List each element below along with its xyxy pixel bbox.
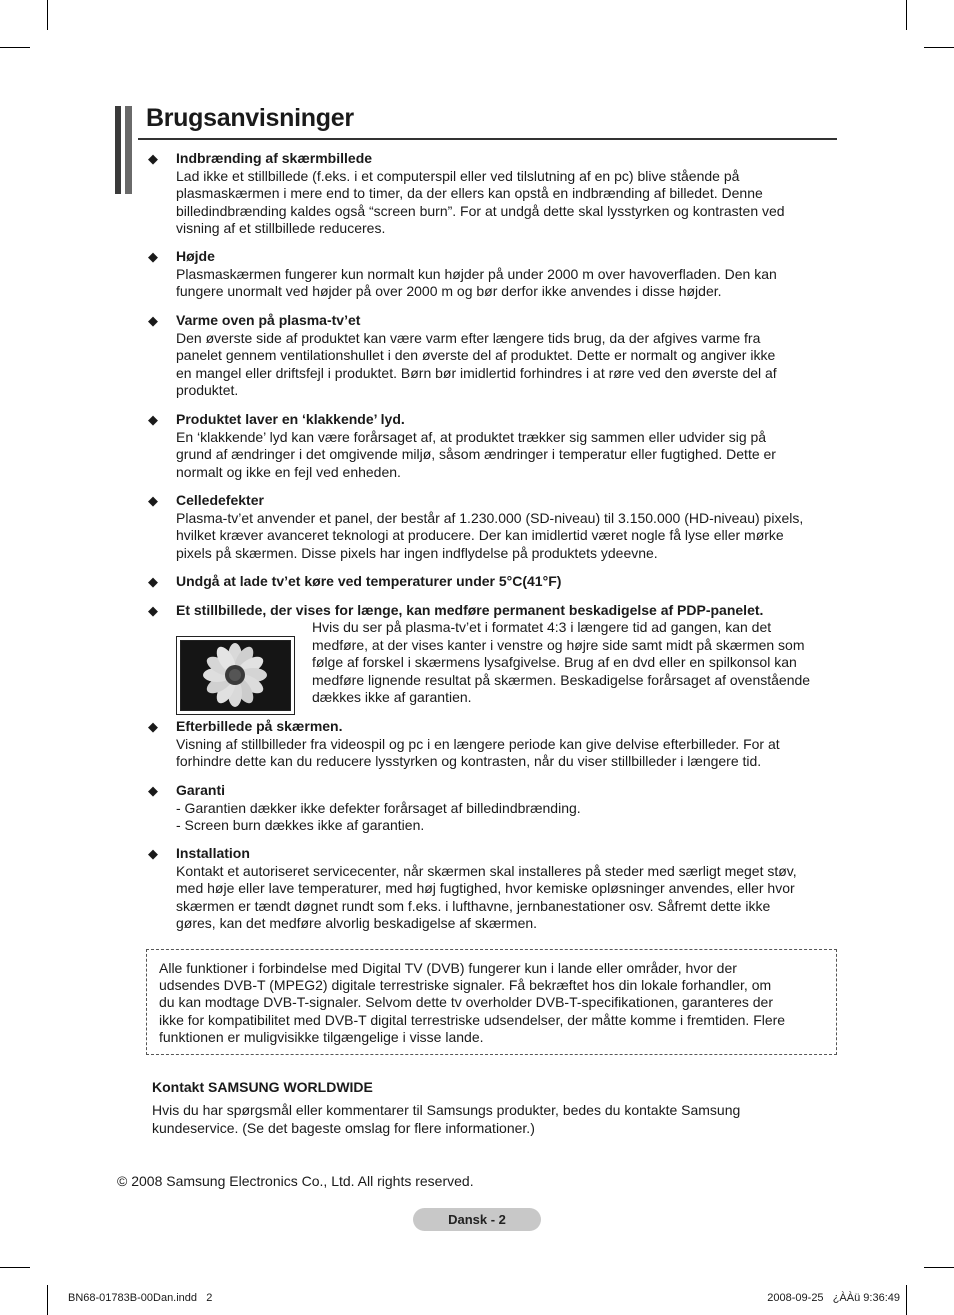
section-text: Visning af stillbilleder fra videospil og pc i en længere periode kan give delvise efterbilleder. For at forhindre dette kan du reducere lysstyrken og kontrasten, når du viser stillbilleder i længere tid. bbox=[176, 735, 780, 769]
diamond-bullet-icon: ◆ bbox=[148, 313, 158, 328]
crop-mark-top-left-h bbox=[0, 47, 30, 48]
contact-text: Hvis du har spørgsmål eller kommentarer til Samsungs produkter, bedes du kontakte Samsung kundeservice. (Se det bageste omslag for flere informationer.) bbox=[152, 1102, 741, 1136]
section-warranty bbox=[148, 782, 838, 835]
section-heading: Celledefekter bbox=[176, 492, 264, 508]
copyright-notice: © 2008 Samsung Electronics Co., Ltd. All rights reserved. bbox=[117, 1173, 474, 1189]
page-title: Brugsanvisninger bbox=[146, 104, 354, 132]
section-heading: Indbrænding af skærmbillede bbox=[176, 150, 373, 166]
crop-mark-bottom-left-v bbox=[47, 1285, 48, 1315]
section-heading: Undgå at lade tv’et køre ved temperaturer under 5°C(41°F) bbox=[176, 573, 562, 589]
crop-mark-bottom-right-v bbox=[906, 1285, 907, 1315]
contact-heading: Kontakt SAMSUNG WORLDWIDE bbox=[152, 1079, 373, 1095]
flower-photo-icon bbox=[180, 640, 291, 711]
crop-mark-top-left-v bbox=[47, 0, 48, 30]
section-still-image bbox=[148, 602, 838, 714]
section-temperature bbox=[148, 573, 838, 591]
page-number-badge: Dansk - 2 bbox=[413, 1208, 541, 1231]
print-timestamp: 2008-09-25 ¿ÀÀü 9:36:49 bbox=[767, 1292, 900, 1304]
title-accent-bar-secondary bbox=[125, 106, 132, 194]
diamond-bullet-icon: ◆ bbox=[148, 603, 158, 618]
section-text: Lad ikke et stillbillede (f.eks. i et computerspil eller ved tilslutning af en pc) blive stående på plasmaskærmen i mere end to timer, da der ellers kan opstå en indbrænding af billedet. Denne billedindbrænding kaldes også “screen burn”. For at undgå dette skal lysstyrken og kontrasten ved visning af et stillbillede reduceres. bbox=[176, 167, 785, 236]
section-text: - Garantien dækker ikke defekter forårsaget af billedindbrænding. - Screen burn dækkes ikke af garantien. bbox=[176, 799, 581, 833]
diamond-bullet-icon: ◆ bbox=[148, 719, 158, 734]
diamond-bullet-icon: ◆ bbox=[148, 574, 158, 589]
section-text: Kontakt et autoriseret servicecenter, når skærmen skal installeres på steder med særligt meget støv, med høje eller lave temperaturer, med høj fugtighed, hvor kemiske opløsninger anvendes, eller hvor skærmen er tændt døgnet rundt som f.eks. i lufthavne, jernbanestationer osv. Såfremt dette ikke gøres, kan det medføre alvorlig beskadigelse af skærmen. bbox=[176, 862, 797, 931]
section-heading: Varme oven på plasma-tv’et bbox=[176, 312, 361, 328]
section-clicking-sound bbox=[148, 411, 838, 481]
crop-mark-bottom-left-h bbox=[0, 1267, 30, 1268]
title-accent-bar bbox=[115, 106, 121, 194]
section-heading: Garanti bbox=[176, 782, 226, 798]
section-afterimage bbox=[148, 718, 838, 771]
diamond-bullet-icon: ◆ bbox=[148, 493, 158, 508]
dvb-notice-text: Alle funktioner i forbindelse med Digital TV (DVB) fungerer kun i lande eller områder, hvor der udsendes DVB-T (MPEG2) digitale terrestriske signaler. Få bekræftet hos din lokale forhandler, om du kan modtage DVB-T-signaler. Selvom dette tv overholder DVB-T-specifikationen, garanteres der ikke for kompatibilitet med DVB-T digital terrestriske udsendelser, der måtte komme i fremtiden. Flere funktionen er muligvisikke tilgængelige i visse lande. bbox=[159, 960, 786, 1045]
section-heading: Et stillbillede, der vises for længe, kan medføre permanent beskadigelse af PDP-panelet. bbox=[176, 602, 764, 618]
diamond-bullet-icon: ◆ bbox=[148, 249, 158, 264]
section-cell-defects bbox=[148, 492, 838, 562]
section-heading: Installation bbox=[176, 845, 250, 861]
title-underline bbox=[138, 138, 837, 140]
section-burn-in bbox=[148, 150, 838, 238]
section-heading: Produktet laver en ‘klakkende’ lyd. bbox=[176, 411, 405, 427]
section-heat bbox=[148, 312, 838, 400]
section-heading: Højde bbox=[176, 248, 215, 264]
dvb-notice-box bbox=[146, 949, 837, 1055]
section-text: En ‘klakkende’ lyd kan være forårsaget af, at produktet trækker sig sammen eller udvider sig på grund af ændringer i det omgivende miljø, såsom ændringer i temperatur eller fugtighed. Dette er normalt og ikke en fejl ved enheden. bbox=[176, 428, 776, 480]
print-file-label: BN68-01783B-00Dan.indd 2 bbox=[68, 1292, 213, 1304]
diamond-bullet-icon: ◆ bbox=[148, 846, 158, 861]
crop-mark-top-right-v bbox=[906, 0, 907, 30]
section-text: Hvis du ser på plasma-tv’et i formatet 4:3 i længere tid ad gangen, kan det medføre, at der vises kanter i venstre og højre side samt midt på skærmen som følge af forskel i skærmens lysafgivelse. Brug af en dvd eller en spilkonsol kan medføre lignende resultat på skærmen. Beskadigelse forårsaget af ovenstående dækkes ikke af garantien. bbox=[312, 619, 811, 705]
section-text: Plasmaskærmen fungerer kun normalt kun højder på under 2000 m over havoverfladen. Den kan fungere unormalt ved højder på over 2000 m og bør derfor ikke anvendes i disse højder. bbox=[176, 265, 777, 299]
section-altitude bbox=[148, 248, 838, 301]
diamond-bullet-icon: ◆ bbox=[148, 412, 158, 427]
section-heading: Efterbillede på skærmen. bbox=[176, 718, 343, 734]
crop-mark-top-right-h bbox=[924, 47, 954, 48]
crop-mark-bottom-right-h bbox=[924, 1267, 954, 1268]
section-installation bbox=[148, 845, 838, 933]
diamond-bullet-icon: ◆ bbox=[148, 783, 158, 798]
diamond-bullet-icon: ◆ bbox=[148, 151, 158, 166]
tv-screen-illustration bbox=[176, 636, 295, 715]
section-text: Plasma-tv’et anvender et panel, der består af 1.230.000 (SD-niveau) til 3.150.000 (HD-niveau) pixels, hvilket kræver avanceret teknologi at producere. Der kan imidlertid været nogle få lyse eller mørke pixels på skærmen. Disse pixels har ingen indflydelse på produktets ydeevne. bbox=[176, 509, 804, 561]
section-text: Den øverste side af produktet kan være varm efter længere tids brug, da der afgives varme fra panelet gennem ventilationshullet i den øverste del af produktet. Dette er normalt og angiver ikke en mangel eller driftsfejl i produktet. Børn bør imidlertid forhindres i at røre ved den øverste del af produktet. bbox=[176, 329, 777, 398]
